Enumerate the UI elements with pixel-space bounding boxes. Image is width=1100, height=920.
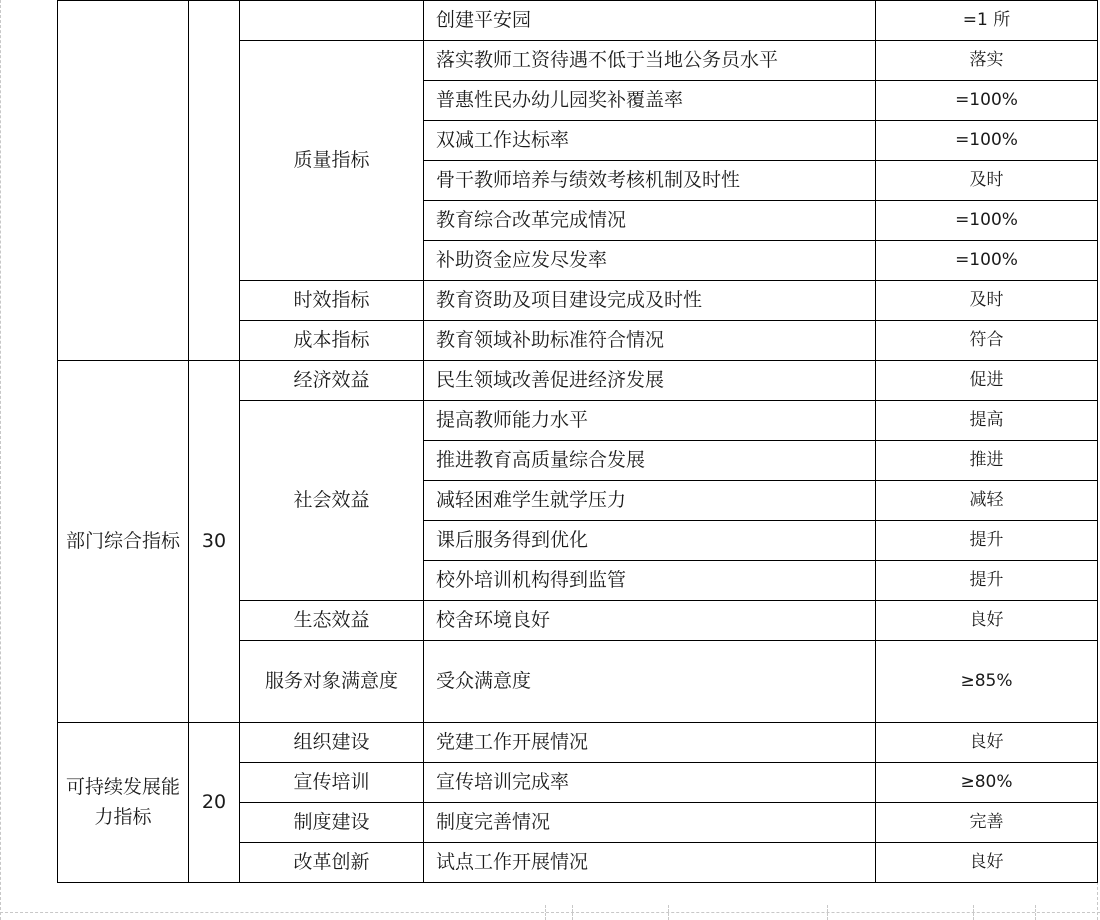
indicator-cell: 推进教育高质量综合发展 (424, 441, 876, 481)
score-cell: 20 (189, 723, 240, 883)
sub-category-publicity: 宣传培训 (240, 763, 424, 803)
sub-category-cell-continued (240, 1, 424, 41)
indicator-cell: 教育领域补助标准符合情况 (424, 321, 876, 361)
sub-category-cost: 成本指标 (240, 321, 424, 361)
value-cell: ≥80% (876, 763, 1098, 803)
value-cell: =1 所 (876, 1, 1098, 41)
indicator-cell: 双减工作达标率 (424, 121, 876, 161)
sub-category-system: 制度建设 (240, 803, 424, 843)
value-cell: 完善 (876, 803, 1098, 843)
sub-category-ecological: 生态效益 (240, 601, 424, 641)
value-cell: 提高 (876, 401, 1098, 441)
sub-category-organization: 组织建设 (240, 723, 424, 763)
value-cell: 及时 (876, 281, 1098, 321)
grid-line (973, 905, 974, 920)
sub-category-reform: 改革创新 (240, 843, 424, 883)
indicator-cell: 民生领域改善促进经济发展 (424, 361, 876, 401)
grid-line (572, 905, 573, 920)
indicator-cell: 骨干教师培养与绩效考核机制及时性 (424, 161, 876, 201)
indicator-cell: 教育综合改革完成情况 (424, 201, 876, 241)
indicator-cell: 党建工作开展情况 (424, 723, 876, 763)
score-cell: 30 (189, 361, 240, 723)
category-cell-continued (58, 1, 189, 361)
value-cell: =100% (876, 241, 1098, 281)
value-cell: 提升 (876, 561, 1098, 601)
indicator-cell: 教育资助及项目建设完成及时性 (424, 281, 876, 321)
indicator-cell: 受众满意度 (424, 641, 876, 723)
indicator-cell: 宣传培训完成率 (424, 763, 876, 803)
value-cell: =100% (876, 121, 1098, 161)
table-row (58, 723, 1098, 763)
indicator-cell: 提高教师能力水平 (424, 401, 876, 441)
value-cell: 符合 (876, 321, 1098, 361)
sub-category-satisfaction: 服务对象满意度 (240, 641, 424, 723)
value-cell: 良好 (876, 723, 1098, 763)
indicator-cell: 校舍环境良好 (424, 601, 876, 641)
sub-category-quality: 质量指标 (240, 41, 424, 281)
value-cell: =100% (876, 201, 1098, 241)
value-cell: 减轻 (876, 481, 1098, 521)
value-cell: 落实 (876, 41, 1098, 81)
value-cell: ≥85% (876, 641, 1098, 723)
value-cell: 促进 (876, 361, 1098, 401)
category-dept-comprehensive: 部门综合指标 (58, 361, 189, 723)
value-cell: 及时 (876, 161, 1098, 201)
sub-category-economic: 经济效益 (240, 361, 424, 401)
value-cell: 良好 (876, 601, 1098, 641)
value-cell: 良好 (876, 843, 1098, 883)
grid-line (0, 0, 1, 920)
indicator-cell: 制度完善情况 (424, 803, 876, 843)
score-cell-continued (189, 1, 240, 361)
value-cell: 提升 (876, 521, 1098, 561)
sub-category-social: 社会效益 (240, 401, 424, 601)
indicator-cell: 试点工作开展情况 (424, 843, 876, 883)
indicator-table (57, 0, 1098, 883)
grid-line (545, 905, 546, 920)
indicator-cell: 落实教师工资待遇不低于当地公务员水平 (424, 41, 876, 81)
indicator-cell: 普惠性民办幼儿园奖补覆盖率 (424, 81, 876, 121)
indicator-cell: 课后服务得到优化 (424, 521, 876, 561)
indicator-cell: 创建平安园 (424, 1, 876, 41)
category-sustainable: 可持续发展能力指标 (58, 723, 189, 883)
value-cell: 推进 (876, 441, 1098, 481)
grid-line (1035, 905, 1036, 920)
value-cell: =100% (876, 81, 1098, 121)
grid-line (827, 905, 828, 920)
grid-line (0, 912, 1100, 913)
grid-line (668, 905, 669, 920)
indicator-cell: 补助资金应发尽发率 (424, 241, 876, 281)
table-row (58, 361, 1098, 401)
indicator-cell: 校外培训机构得到监管 (424, 561, 876, 601)
sub-category-timeliness: 时效指标 (240, 281, 424, 321)
table-row (58, 1, 1098, 41)
indicator-cell: 减轻困难学生就学压力 (424, 481, 876, 521)
